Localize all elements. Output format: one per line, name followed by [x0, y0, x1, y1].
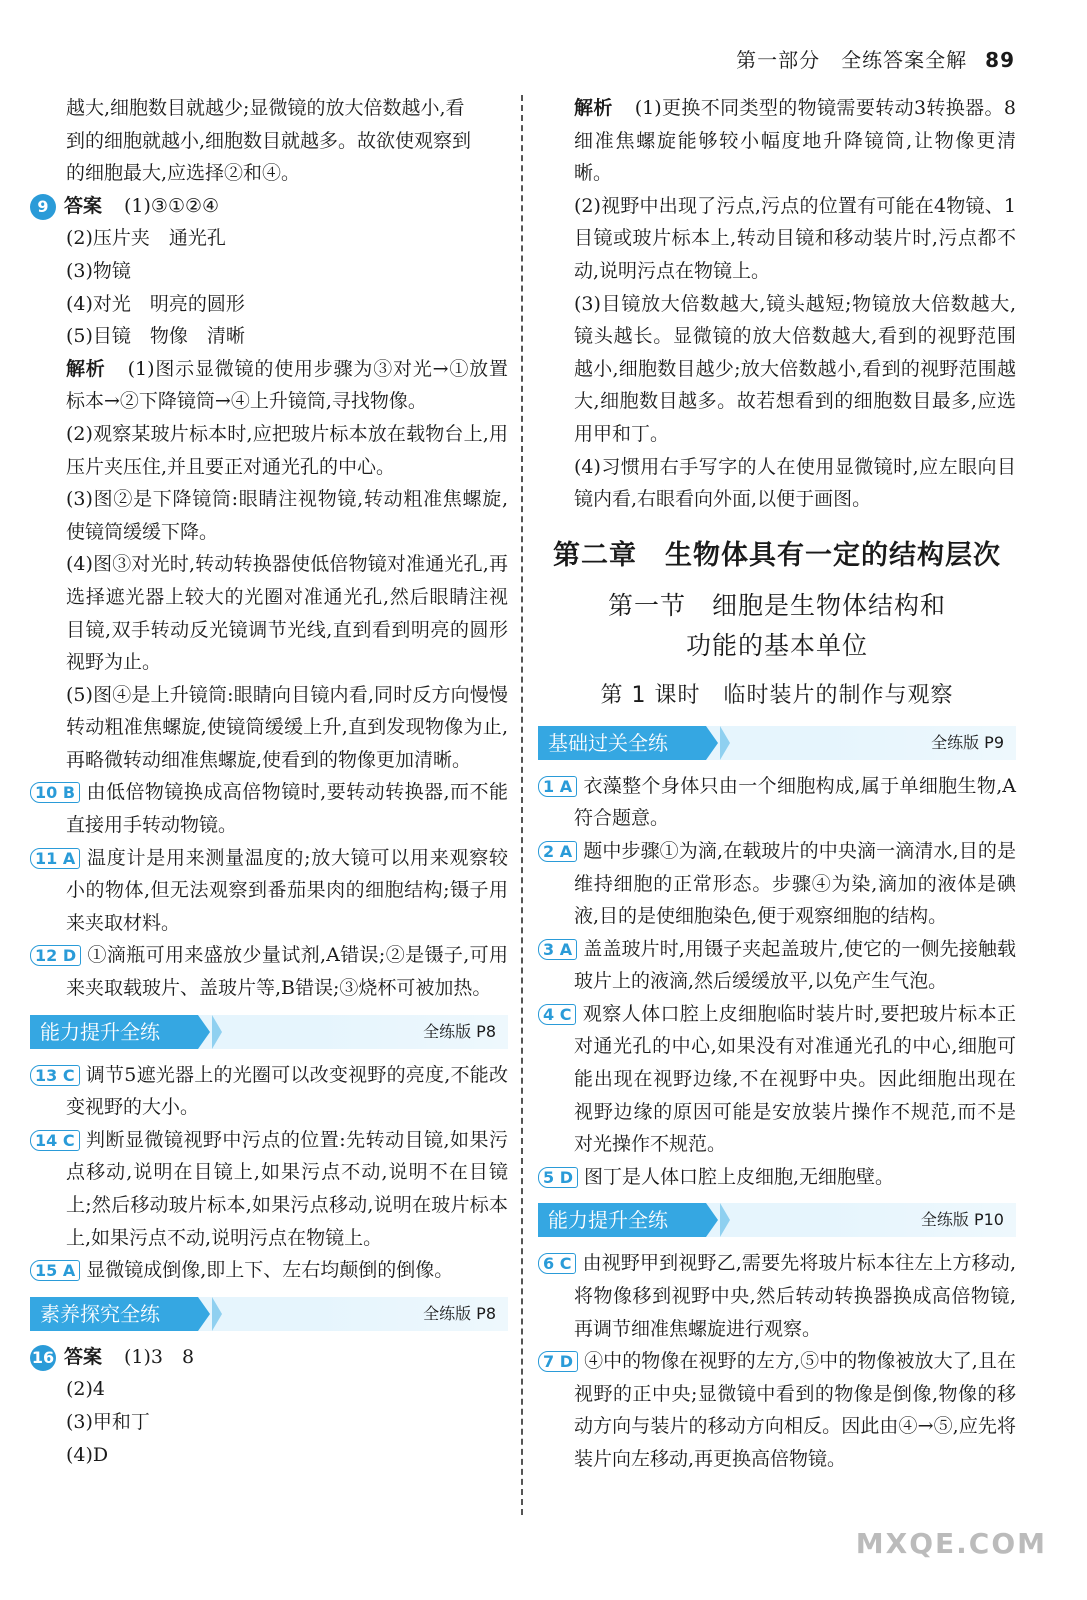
answer-tag: 7 D [538, 1351, 578, 1372]
q9-number: 9 [30, 194, 56, 220]
answer-item: (4)D [66, 1443, 109, 1466]
answer-item: (1)3 8 [124, 1345, 195, 1368]
banner-arrow [212, 1297, 222, 1331]
answer-item: (5)目镜 物像 清晰 [66, 325, 245, 348]
section-banner-ability [538, 1203, 1016, 1237]
answer-tag: 4 C [538, 1004, 576, 1025]
banner-label: 基础过关全练 [538, 726, 706, 760]
banner-arrow [720, 1203, 730, 1237]
answer-item: (3)甲和丁 [66, 1410, 150, 1433]
question-15: 15 A 显微镜成倒像,即上下、左右均颠倒的倒像。 [30, 1254, 508, 1287]
section-title: 功能的基本单位 [685, 630, 868, 660]
answer-tag: 13 C [30, 1065, 80, 1086]
answer-item: (2)压片夹 通光孔 [66, 227, 226, 250]
answer-tag: 11 A [30, 848, 80, 869]
answer-item: (3)物镜 [66, 259, 131, 282]
answer-item: (1)③①②④ [124, 194, 220, 217]
page-number: 89 [985, 48, 1015, 72]
answer-tag: 12 D [30, 945, 81, 966]
question-14: 14 C 判断显微镜视野中污点的位置:先转动目镜,如果污点移动,说明在目镜上,如果污点不动,说明不在目镜上;然后移动玻片标本,如果污点移动,说明在玻片标本上,如果污点不动,说明污点在物镜上。 [30, 1124, 508, 1254]
analysis-paragraph: 解析 (1)更换不同类型的物镜需要转动3转换器。8细准焦螺旋能够较小幅度地升降镜筒,让物像更清晰。 [574, 97, 1016, 185]
banner-label: 能力提升全练 [538, 1203, 706, 1237]
analysis-label: 解析 [574, 97, 613, 119]
q16-answer-row [30, 1341, 508, 1374]
page-header [736, 44, 1015, 73]
banner-version: 全练版 P10 [920, 1210, 1004, 1230]
q16-number: 16 [30, 1345, 56, 1371]
intro-line: 越大,细胞数目就越少;显微镜的放大倍数越小,看 [66, 97, 465, 119]
answer-tag: 6 C [538, 1253, 576, 1274]
answer-item: (2)4 [66, 1378, 106, 1401]
question-1: 1 A 衣藻整个身体只由一个细胞构成,属于单细胞生物,A符合题意。 [538, 770, 1016, 835]
question-2: 2 A 题中步骤①为滴,在载玻片的中央滴一滴清水,目的是维持细胞的正常形态。步骤④为染,滴加的液体是碘液,目的是使细胞染色,便于观察细胞的结构。 [538, 835, 1016, 933]
analysis-paragraph: (4)图③对光时,转动转换器使低倍物镜对准通光孔,再选择遮光器上较大的光圈对准通光孔,然后眼睛注视目镜,双手转动反光镜调节光线,直到看到明亮的圆形视野为止。 [66, 553, 508, 674]
answer-tag: 14 C [30, 1130, 80, 1151]
question-12: 12 D ①滴瓶可用来盛放少量试剂,A错误;②是镊子,可用来夹取载玻片、盖玻片等,B错误;③烧杯可被加热。 [30, 939, 508, 1004]
right-column [538, 92, 1016, 1476]
question-13: 13 C 调节5遮光器上的光圈可以改变视野的亮度,不能改变视野的大小。 [30, 1059, 508, 1124]
banner-arrow [198, 1015, 210, 1049]
answer-label: 答案 [64, 1345, 103, 1368]
intro-line: 的细胞最大,应选择②和④。 [66, 162, 301, 185]
banner-arrow [720, 726, 730, 760]
analysis-label: 解析 [66, 357, 106, 380]
analysis-paragraph: (3)图②是下降镜筒:眼睛注视物镜,转动粗准焦螺旋,使镜筒缓缓下降。 [66, 488, 508, 543]
question-4: 4 C 观察人体口腔上皮细胞临时装片时,要把玻片标本正对通光孔的中心,如果没有对准通光孔的中心,细胞可能出现在视野边缘,不在视野中央。因此细胞出现在视野边缘的原因可能是安放装片操作不规范,而不是对光操作不规范。 [538, 998, 1016, 1161]
banner-arrow [198, 1297, 210, 1331]
analysis-paragraph: (2)观察某玻片标本时,应把玻片标本放在载物台上,用压片夹压住,并且要正对通光孔的中心。 [66, 422, 508, 478]
lesson-title: 第 1 课时 临时装片的制作与观察 [600, 682, 954, 708]
section-banner-ability [30, 1015, 508, 1049]
analysis-paragraph: (3)目镜放大倍数越大,镜头越短;物镜放大倍数越大,镜头越长。显微镜的放大倍数越大,看到的视野范围越小,细胞数目越少;放大倍数越小,看到的视野范围越大,细胞数目越多。故若想看到的细胞数目最多,应选用甲和丁。 [574, 292, 1016, 445]
answer-label: 答案 [64, 194, 103, 217]
column-divider [521, 95, 523, 1515]
question-7: 7 D ④中的物像在视野的左方,⑤中的物像被放大了,且在视野的正中央;显微镜中看到的物像是倒像,物像的移动方向与装片的移动方向相反。因此由④→⑤,应先将装片向左移动,再更换高倍物镜。 [538, 1345, 1016, 1475]
analysis-paragraph: (5)图④是上升镜筒:眼睛向目镜内看,同时反方向慢慢转动粗准焦螺旋,使镜筒缓缓上升,直到发现物像为止,再略微转动细准焦螺旋,使看到的物像更加清晰。 [66, 683, 508, 771]
banner-label: 能力提升全练 [30, 1015, 198, 1049]
answer-tag: 3 A [538, 939, 577, 960]
analysis-paragraph: (4)习惯用右手写字的人在使用显微镜时,应左眼向目镜内看,右眼看向外面,以便于画图。 [574, 455, 1016, 511]
question-6: 6 C 由视野甲到视野乙,需要先将玻片标本往左上方移动,将物像移到视野中央,然后转动转换器换成高倍物镜,再调节细准焦螺旋进行观察。 [538, 1247, 1016, 1345]
answer-tag: 15 A [30, 1260, 80, 1281]
banner-arrow [212, 1015, 222, 1049]
section-banner-basic [538, 726, 1016, 760]
section-title: 第一节 细胞是生物体结构和 [607, 590, 946, 620]
answer-tag: 5 D [538, 1167, 578, 1188]
answer-tag: 1 A [538, 776, 577, 797]
q9-answer-row [30, 190, 508, 223]
answer-item: (4)对光 明亮的圆形 [66, 292, 245, 315]
banner-arrow [706, 726, 718, 760]
banner-version: 全练版 P9 [931, 732, 1004, 752]
question-5: 5 D 图丁是人体口腔上皮细胞,无细胞壁。 [538, 1161, 1016, 1194]
analysis-paragraph: 解析 (1)图示显微镜的使用步骤为③对光→①放置标本→②下降镜筒→④上升镜筒,寻找物像。 [66, 357, 508, 413]
header-section: 第一部分 全练答案全解 [736, 48, 968, 72]
section-banner-literacy [30, 1297, 508, 1331]
banner-version: 全练版 P8 [423, 1303, 496, 1323]
question-3: 3 A 盖盖玻片时,用镊子夹起盖玻片,使它的一侧先接触载玻片上的液滴,然后缓缓放平,以免产生气泡。 [538, 933, 1016, 998]
answer-tag: 2 A [538, 841, 577, 862]
banner-label: 素养探究全练 [30, 1297, 198, 1331]
chapter-title: 第二章 生物体具有一定的结构层次 [553, 539, 1001, 571]
watermark: MXQE.COM [855, 1527, 1047, 1560]
answer-tag: 10 B [30, 782, 80, 803]
analysis-paragraph: (2)视野中出现了污点,污点的位置有可能在4物镜、1目镜或玻片标本上,转动目镜和移动装片时,污点都不动,说明污点在物镜上。 [574, 194, 1016, 282]
banner-version: 全练版 P8 [423, 1021, 496, 1041]
left-column [30, 92, 508, 1471]
question-10: 10 B 由低倍物镜换成高倍物镜时,要转动转换器,而不能直接用手转动物镜。 [30, 776, 508, 841]
question-11: 11 A 温度计是用来测量温度的;放大镜可以用来观察较小的物体,但无法观察到番茄果肉的细胞结构;镊子用来夹取材料。 [30, 842, 508, 940]
banner-arrow [706, 1203, 718, 1237]
intro-line: 到的细胞就越小,细胞数目就越多。故欲使观察到 [66, 129, 472, 152]
